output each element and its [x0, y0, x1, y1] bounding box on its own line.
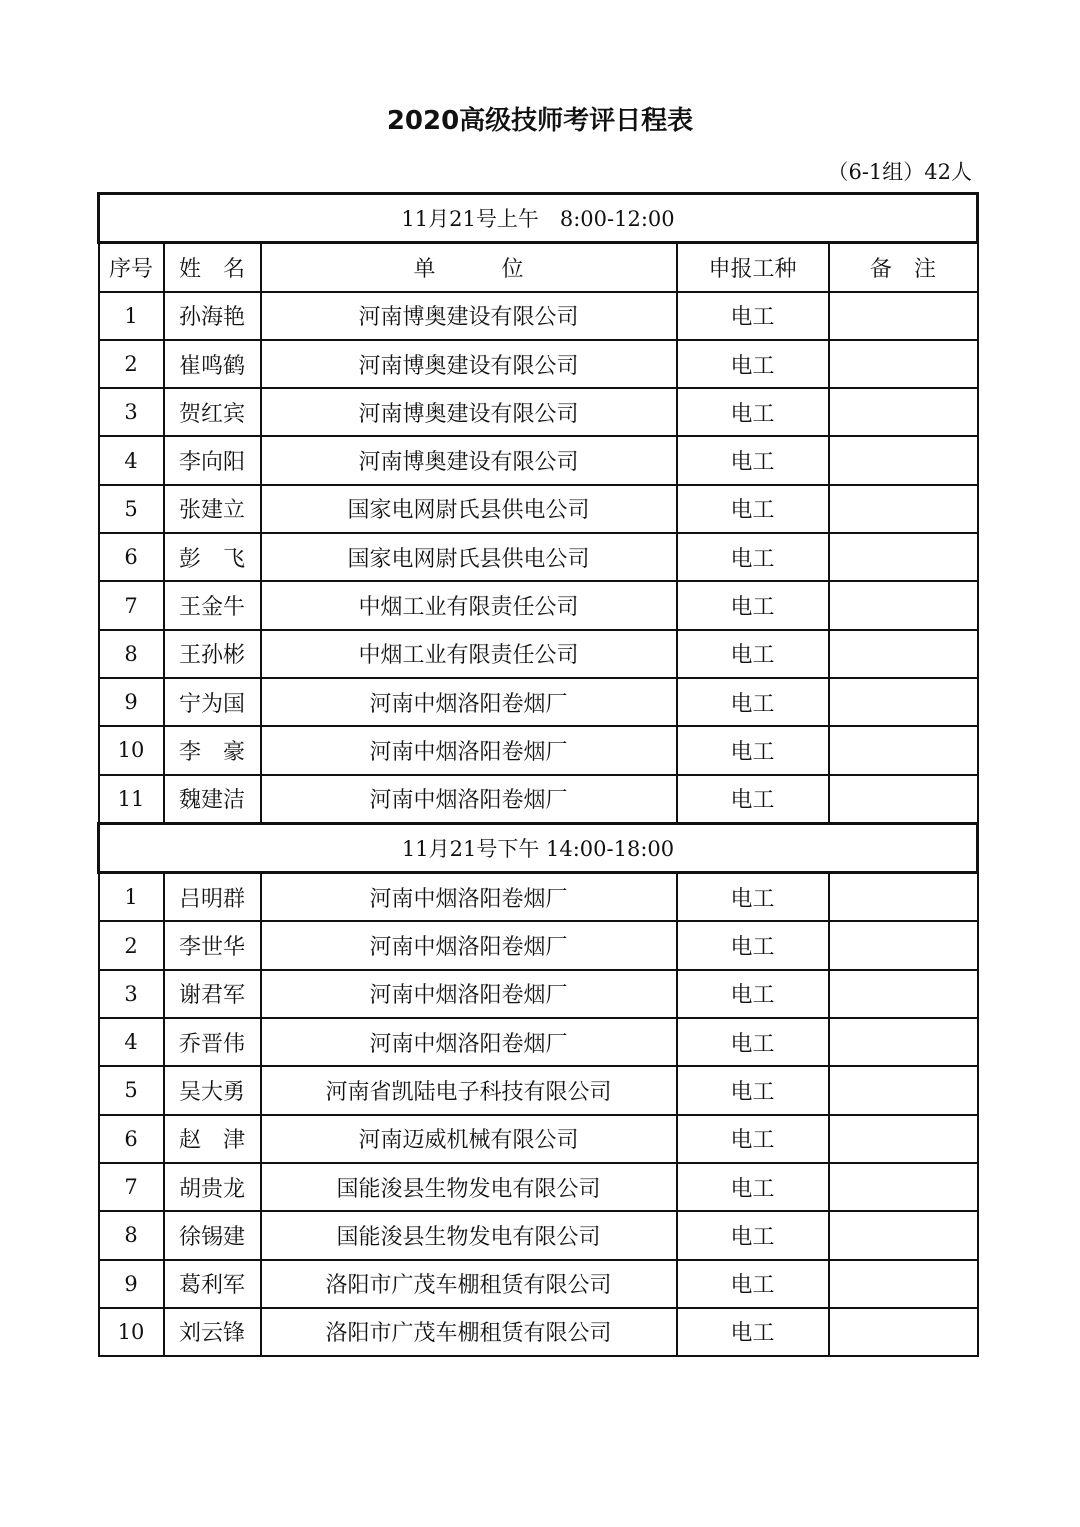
header-unit: 单 位: [261, 243, 677, 292]
table-row: [99, 1260, 978, 1308]
cell-name: 贺红宾: [164, 388, 261, 436]
cell-remark: [829, 1163, 978, 1211]
cell-remark: [829, 1066, 978, 1114]
cell-seq: 7: [99, 1163, 164, 1211]
cell-trade: 电工: [677, 340, 829, 388]
cell-unit: 国能浚县生物发电有限公司: [261, 1211, 677, 1259]
cell-remark: [829, 581, 978, 629]
cell-name: 吴大勇: [164, 1066, 261, 1114]
cell-trade: 电工: [677, 1211, 829, 1259]
session-label: 11月21号下午 14:00-18:00: [99, 823, 978, 872]
cell-unit: 中烟工业有限责任公司: [261, 630, 677, 678]
cell-name: 葛利军: [164, 1260, 261, 1308]
cell-trade: 电工: [677, 533, 829, 581]
table-row: [99, 775, 978, 824]
cell-trade: 电工: [677, 388, 829, 436]
cell-seq: 8: [99, 1211, 164, 1259]
cell-seq: 6: [99, 533, 164, 581]
table-row: [99, 1308, 978, 1356]
table-row: [99, 485, 978, 533]
cell-remark: [829, 678, 978, 726]
cell-seq: 11: [99, 775, 164, 824]
column-header-row: [99, 243, 978, 292]
table-row: [99, 1163, 978, 1211]
cell-remark: [829, 726, 978, 774]
cell-name: 李世华: [164, 921, 261, 969]
cell-name: 徐锡建: [164, 1211, 261, 1259]
table-row: [99, 1018, 978, 1066]
cell-name: 张建立: [164, 485, 261, 533]
group-info: （6-1组）42人: [827, 160, 972, 184]
cell-seq: 1: [99, 292, 164, 340]
header-seq: 序号: [99, 243, 164, 292]
cell-trade: 电工: [677, 726, 829, 774]
cell-name: 赵 津: [164, 1115, 261, 1163]
cell-trade: 电工: [677, 1260, 829, 1308]
cell-name: 李 豪: [164, 726, 261, 774]
cell-remark: [829, 436, 978, 484]
table-row: [99, 533, 978, 581]
cell-seq: 5: [99, 485, 164, 533]
cell-unit: 河南中烟洛阳卷烟厂: [261, 775, 677, 824]
cell-unit: 河南中烟洛阳卷烟厂: [261, 873, 677, 922]
table-row: [99, 726, 978, 774]
cell-trade: 电工: [677, 775, 829, 824]
cell-trade: 电工: [677, 1066, 829, 1114]
cell-seq: 9: [99, 678, 164, 726]
table-row: [99, 678, 978, 726]
table-row: [99, 1211, 978, 1259]
cell-name: 李向阳: [164, 436, 261, 484]
cell-name: 刘云锋: [164, 1308, 261, 1356]
cell-trade: 电工: [677, 1018, 829, 1066]
cell-seq: 4: [99, 436, 164, 484]
table-row: [99, 1115, 978, 1163]
cell-seq: 2: [99, 340, 164, 388]
cell-trade: 电工: [677, 970, 829, 1018]
cell-seq: 10: [99, 726, 164, 774]
cell-remark: [829, 1308, 978, 1356]
cell-seq: 3: [99, 388, 164, 436]
cell-unit: 河南博奥建设有限公司: [261, 388, 677, 436]
cell-unit: 河南中烟洛阳卷烟厂: [261, 970, 677, 1018]
cell-remark: [829, 1115, 978, 1163]
cell-seq: 4: [99, 1018, 164, 1066]
header-remark: 备 注: [829, 243, 978, 292]
cell-trade: 电工: [677, 436, 829, 484]
cell-unit: 河南博奥建设有限公司: [261, 292, 677, 340]
cell-unit: 河南中烟洛阳卷烟厂: [261, 678, 677, 726]
cell-remark: [829, 873, 978, 922]
cell-name: 胡贵龙: [164, 1163, 261, 1211]
cell-unit: 河南中烟洛阳卷烟厂: [261, 726, 677, 774]
table-row: [99, 340, 978, 388]
cell-remark: [829, 970, 978, 1018]
cell-remark: [829, 1260, 978, 1308]
cell-unit: 洛阳市广茂车棚租赁有限公司: [261, 1260, 677, 1308]
cell-trade: 电工: [677, 1163, 829, 1211]
cell-unit: 河南迈威机械有限公司: [261, 1115, 677, 1163]
cell-trade: 电工: [677, 678, 829, 726]
cell-remark: [829, 921, 978, 969]
cell-unit: 洛阳市广茂车棚租赁有限公司: [261, 1308, 677, 1356]
cell-name: 王孙彬: [164, 630, 261, 678]
cell-remark: [829, 292, 978, 340]
cell-unit: 国家电网尉氏县供电公司: [261, 485, 677, 533]
table-row: [99, 970, 978, 1018]
cell-unit: 河南中烟洛阳卷烟厂: [261, 1018, 677, 1066]
cell-unit: 国能浚县生物发电有限公司: [261, 1163, 677, 1211]
cell-remark: [829, 775, 978, 824]
cell-trade: 电工: [677, 1308, 829, 1356]
header-name: 姓 名: [164, 243, 261, 292]
cell-unit: 国家电网尉氏县供电公司: [261, 533, 677, 581]
table-row: [99, 388, 978, 436]
cell-name: 孙海艳: [164, 292, 261, 340]
cell-remark: [829, 388, 978, 436]
cell-name: 崔鸣鹤: [164, 340, 261, 388]
cell-name: 王金牛: [164, 581, 261, 629]
cell-name: 乔晋伟: [164, 1018, 261, 1066]
cell-unit: 中烟工业有限责任公司: [261, 581, 677, 629]
table-row: [99, 581, 978, 629]
cell-name: 魏建洁: [164, 775, 261, 824]
cell-seq: 10: [99, 1308, 164, 1356]
cell-seq: 2: [99, 921, 164, 969]
session-header-row: [99, 823, 978, 872]
schedule-table: [97, 192, 979, 1357]
table-row: [99, 1066, 978, 1114]
cell-seq: 7: [99, 581, 164, 629]
table-row: [99, 921, 978, 969]
session-header-row: [99, 194, 978, 243]
table-row: [99, 873, 978, 922]
table-row: [99, 292, 978, 340]
cell-trade: 电工: [677, 630, 829, 678]
cell-remark: [829, 340, 978, 388]
cell-remark: [829, 1018, 978, 1066]
cell-trade: 电工: [677, 921, 829, 969]
page-title: 2020高级技师考评日程表: [386, 106, 694, 136]
cell-seq: 6: [99, 1115, 164, 1163]
cell-seq: 1: [99, 873, 164, 922]
cell-seq: 5: [99, 1066, 164, 1114]
cell-unit: 河南中烟洛阳卷烟厂: [261, 921, 677, 969]
cell-seq: 9: [99, 1260, 164, 1308]
cell-name: 谢君军: [164, 970, 261, 1018]
cell-remark: [829, 485, 978, 533]
header-trade: 申报工种: [677, 243, 829, 292]
cell-unit: 河南博奥建设有限公司: [261, 436, 677, 484]
cell-name: 宁为国: [164, 678, 261, 726]
table-row: [99, 436, 978, 484]
cell-trade: 电工: [677, 1115, 829, 1163]
cell-name: 吕明群: [164, 873, 261, 922]
schedule-table-body: [99, 194, 978, 1357]
session-label: 11月21号上午 8:00-12:00: [99, 194, 978, 243]
cell-seq: 3: [99, 970, 164, 1018]
cell-remark: [829, 1211, 978, 1259]
table-row: [99, 630, 978, 678]
cell-trade: 电工: [677, 485, 829, 533]
cell-unit: 河南博奥建设有限公司: [261, 340, 677, 388]
cell-trade: 电工: [677, 873, 829, 922]
cell-remark: [829, 533, 978, 581]
cell-remark: [829, 630, 978, 678]
cell-unit: 河南省凯陆电子科技有限公司: [261, 1066, 677, 1114]
cell-seq: 8: [99, 630, 164, 678]
cell-name: 彭 飞: [164, 533, 261, 581]
cell-trade: 电工: [677, 581, 829, 629]
cell-trade: 电工: [677, 292, 829, 340]
